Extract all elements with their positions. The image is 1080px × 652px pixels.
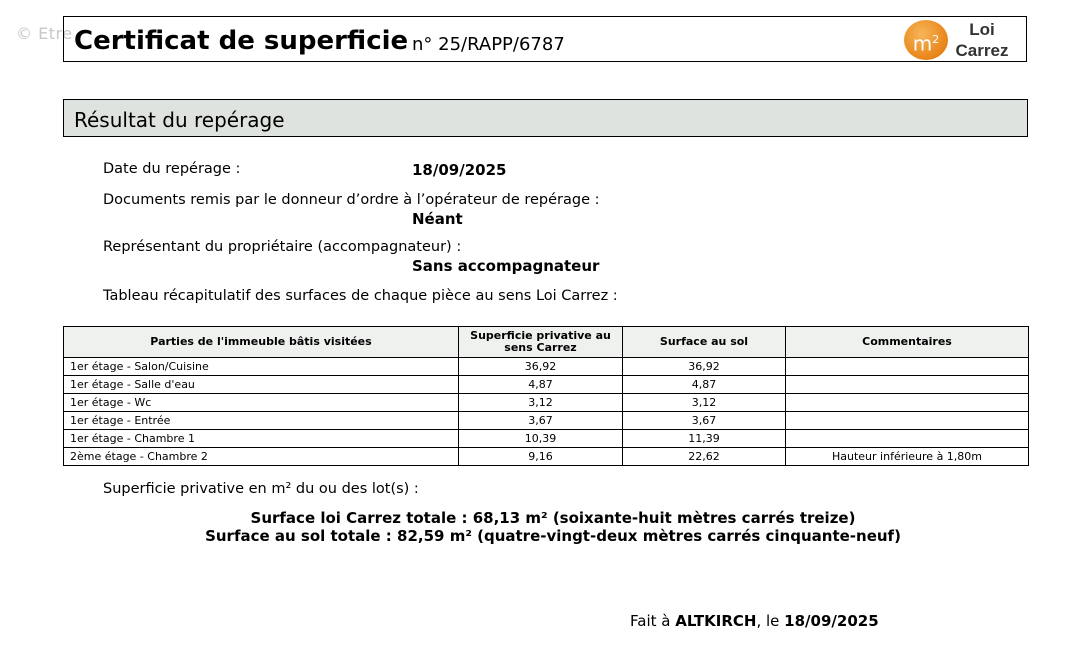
signature-city: ALTKIRCH [675,612,757,630]
table-header-row [64,327,1029,358]
surface-table [63,326,1029,466]
room-cell: 2ème étage - Chambre 2 [64,448,459,466]
carrez-total: Surface loi Carrez totale : 68,13 m² (soixante-huit mètres carrés treize) [250,509,856,527]
sol-cell: 4,87 [623,376,786,394]
sol-cell: 3,12 [623,394,786,412]
comment-cell [786,358,1029,376]
carrez-cell: 3,67 [459,412,623,430]
table-row [64,376,1029,394]
sol-cell: 11,39 [623,430,786,448]
docs-value: Néant [412,210,463,228]
table-row [64,430,1029,448]
table-row [64,358,1029,376]
table-row [64,412,1029,430]
sol-cell: 22,62 [623,448,786,466]
comment-cell [786,376,1029,394]
loi-carrez-logo [952,19,1012,61]
room-cell: 1er étage - Salon/Cuisine [64,358,459,376]
logo-mark: m [912,31,933,56]
room-cell: 1er étage - Entrée [64,412,459,430]
signature-line [630,612,879,630]
table-row [64,448,1029,466]
sol-total: Surface au sol totale : 82,59 m² (quatre-vingt-deux mètres carrés cinquante-neuf) [205,527,901,545]
header-carrez: Superficie privative au sens Carrez [459,327,623,358]
comment-cell [786,394,1029,412]
comment-cell [786,412,1029,430]
carrez-cell: 9,16 [459,448,623,466]
carrez-cell: 36,92 [459,358,623,376]
carrez-cell: 3,12 [459,394,623,412]
room-cell: 1er étage - Salle d'eau [64,376,459,394]
representative-value: Sans accompagnateur [412,257,600,275]
header-comments: Commentaires [786,327,1029,358]
signature-date: 18/09/2025 [784,612,879,630]
section-title: Résultat du repérage [74,108,285,132]
signature-prefix: Fait à [630,612,676,630]
room-cell: 1er étage - Chambre 1 [64,430,459,448]
carrez-cell: 4,87 [459,376,623,394]
logo-mark-sup: 2 [932,33,940,46]
comment-cell: Hauteur inférieure à 1,80m [786,448,1029,466]
comment-cell [786,430,1029,448]
sol-cell: 36,92 [623,358,786,376]
docs-label: Documents remis par le donneur d’ordre à l’opérateur de repérage : [103,192,600,208]
watermark: © Etre [16,24,73,43]
signature-middle: , le [756,612,785,630]
sol-cell: 3,67 [623,412,786,430]
carrez-cell: 10,39 [459,430,623,448]
document-title: Certificat de superficie [74,26,409,56]
certificate-number: n° 25/RAPP/6787 [412,34,565,55]
table-row [64,394,1029,412]
table-intro: Tableau récapitulatif des surfaces de chaque pièce au sens Loi Carrez : [103,288,618,304]
logo-line-1: Loi [969,20,995,39]
summary-label: Superficie privative en m² du ou des lot(s) : [103,481,419,497]
room-cell: 1er étage - Wc [64,394,459,412]
date-value: 18/09/2025 [412,161,507,179]
header-sol: Surface au sol [623,327,786,358]
representative-label: Représentant du propriétaire (accompagnateur) : [103,239,462,255]
logo-line-2: Carrez [955,41,1009,60]
m2-logo-icon [904,20,948,60]
date-label: Date du repérage : [103,161,241,177]
header-parties: Parties de l'immeuble bâtis visitées [64,327,459,358]
